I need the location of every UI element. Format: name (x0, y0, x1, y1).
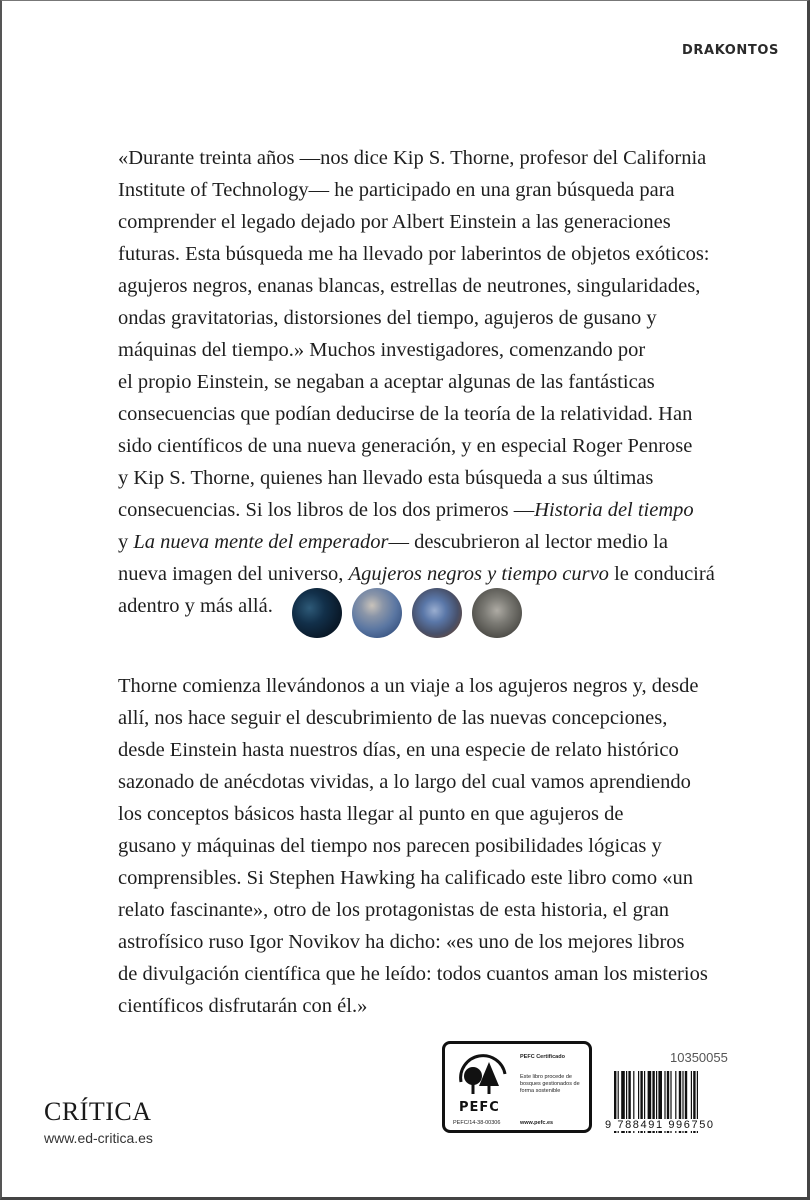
publisher-url[interactable]: www.ed-critica.es (44, 1130, 153, 1146)
book-title-agujeros-negros: Agujeros negros y tiempo curvo (348, 563, 609, 585)
product-code: 10350055 (670, 1050, 728, 1065)
text-line: comprensibles. Si Stephen Hawking ha calificado este libro como «un (118, 867, 694, 889)
text-line: el propio Einstein, se negaban a aceptar algunas de las fantásticas (118, 371, 655, 393)
pefc-certified-label: PEFC Certificado (520, 1054, 565, 1060)
blurb-paragraph-1 (118, 142, 758, 622)
nebula-ornament (292, 588, 522, 638)
nebula-image-4 (472, 588, 522, 638)
text-line: gusano y máquinas del tiempo nos parecen posibilidades lógicas y (118, 835, 662, 857)
text-line: y Kip S. Thorne, quienes han llevado esta búsqueda a sus últimas (118, 467, 654, 489)
text-line: consecuencias que podían deducirse de la teoría de la relatividad. Han (118, 403, 693, 425)
text-line: máquinas del tiempo.» Muchos investigadores, comenzando por (118, 339, 646, 361)
text-line: allí, nos hace seguir el descubrimiento de las nuevas concepciones, (118, 707, 668, 729)
text-segment: consecuencias. Si los libros de los dos primeros — (118, 499, 535, 521)
pefc-description: Este libro procede de bosques gestionados de forma sostenible (520, 1074, 580, 1094)
text-segment: y (118, 531, 134, 553)
blurb-paragraph-2 (118, 670, 758, 1022)
text-line: sido científicos de una nueva generación, y en especial Roger Penrose (118, 435, 693, 457)
text-line (118, 526, 758, 558)
text-line: agujeros negros, enanas blancas, estrellas de neutrones, singularidades, (118, 275, 701, 297)
text-line: Institute of Technology— he participado en una gran búsqueda para (118, 179, 675, 201)
text-line (118, 494, 758, 526)
text-line: desde Einstein hasta nuestros días, en una especie de relato histórico (118, 739, 679, 761)
text-line: futuras. Esta búsqueda me ha llevado por laberintos de objetos exóticos: (118, 243, 710, 265)
text-line: Thorne comienza llevándonos a un viaje a los agujeros negros y, desde (118, 675, 699, 697)
text-line: comprender el legado dejado por Albert Einstein a las generaciones (118, 211, 671, 233)
text-line: sazonado de anécdotas vividas, a lo largo del cual vamos aprendiendo (118, 771, 691, 793)
publisher-logo: CRÍTICA (44, 1097, 152, 1126)
nebula-image-2 (352, 588, 402, 638)
book-title-historia-del-tiempo: Historia del tiempo (534, 499, 694, 521)
text-line: adentro y más allá. (118, 595, 273, 617)
nebula-image-3 (412, 588, 462, 638)
text-line: relato fascinante», otro de los protagonistas de esta historia, el gran (118, 899, 670, 921)
series-label: DRAKONTOS (682, 43, 779, 58)
pefc-certification-box (442, 1041, 592, 1133)
text-line (118, 558, 758, 590)
pefc-trees-icon (455, 1052, 511, 1104)
pefc-website: www.pefc.es (520, 1120, 554, 1126)
pefc-code: PEFC/14-38-00306 (453, 1120, 501, 1126)
text-line: los conceptos básicos hasta llegar al punto en que agujeros de (118, 803, 624, 825)
pefc-logo-text: PEFC (459, 1100, 500, 1115)
isbn-digits: 9 788491 996750 (605, 1119, 715, 1131)
text-line: científicos disfrutarán con él.» (118, 995, 368, 1017)
nebula-image-1 (292, 588, 342, 638)
book-title-la-nueva-mente: La nueva mente del emperador (133, 531, 389, 553)
text-line: «Durante treinta años —nos dice Kip S. Thorne, profesor del California (118, 147, 707, 169)
text-segment: le conducirá (608, 563, 715, 585)
text-segment: nueva imagen del universo, (118, 563, 349, 585)
text-line: astrofísico ruso Igor Novikov ha dicho: «es uno de los mejores libros (118, 931, 685, 953)
text-line: de divulgación científica que he leído: todos cuantos aman los misterios (118, 963, 708, 985)
text-segment: — descubrieron al lector medio la (388, 531, 668, 553)
text-line: ondas gravitatorias, distorsiones del tiempo, agujeros de gusano y (118, 307, 657, 329)
isbn-number (604, 1119, 716, 1131)
